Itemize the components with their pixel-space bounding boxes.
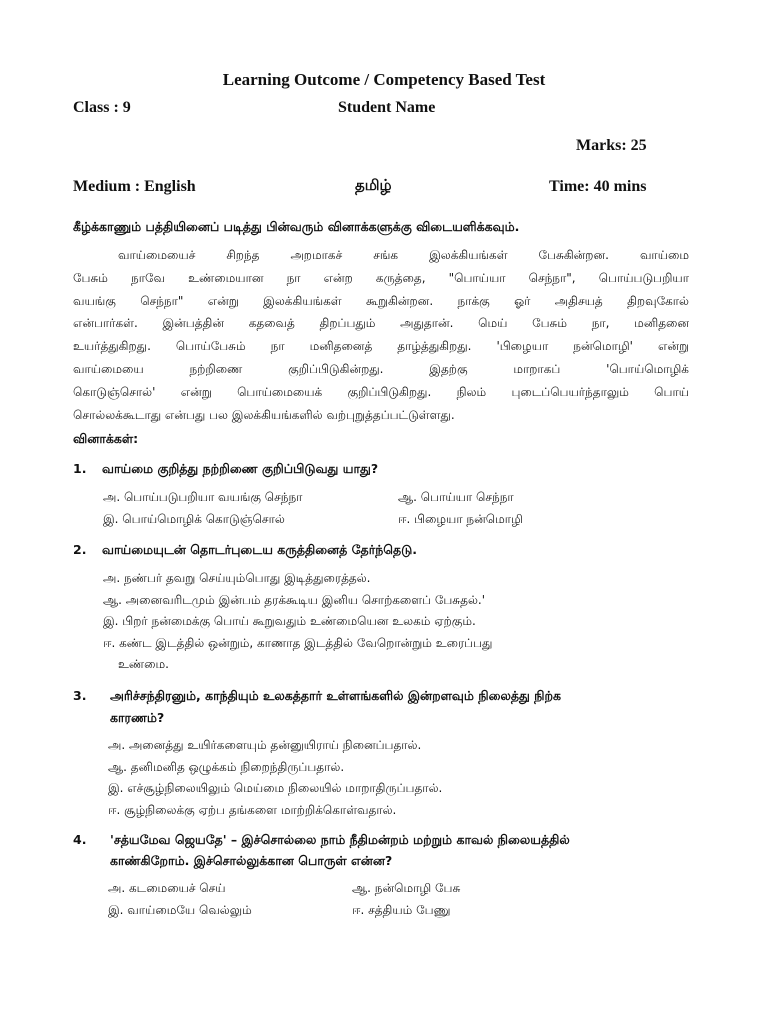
option-a: அ. நண்பர் தவறு செய்யும்பொது இடித்துரைத்தல். <box>103 571 371 585</box>
page-title: Learning Outcome / Competency Based Test <box>222 70 546 89</box>
option-i: இ. எச்சூழ்நிலையிலும் மெய்மை நிலையில் மாறாதிருப்பதால். <box>108 781 443 795</box>
passage-line: பேசும் நாவே உண்மையான நா என்ற கருத்தை, "பொய்யா செந்நா", பொய்படுபறியா <box>73 270 689 285</box>
class-label: Class : 9 <box>73 99 131 116</box>
question-text: அரிச்சந்திரனும், காந்தியும் உலகத்தார் உள்ளங்களில் இன்றளவும் நிலைத்து நிற்க <box>110 688 562 703</box>
time-label: Time: 40 mins <box>549 178 647 195</box>
option-i: இ. பிறர் நன்மைக்கு பொய் கூறுவதும் உண்மையென உலகம் ஏற்கும். <box>103 614 476 628</box>
subject-label: தமிழ் <box>355 176 392 194</box>
question-number: 4. <box>73 832 87 847</box>
question-text: வாய்மை குறித்து நற்றிணை குறிப்பிடுவது யாது? <box>102 461 379 476</box>
option-ii: ஈ. சத்தியம் பேணு <box>352 903 451 917</box>
option-aa: ஆ. நன்மொழி பேசு <box>352 881 461 895</box>
passage-line: உயர்த்துகிறது. பொய்பேசும் நா மனிதனைத் தாழ்த்துகிறது. 'பிழையா நன்மொழி' என்று <box>73 339 689 354</box>
instruction: கீழ்க்காணும் பத்தியினைப் படித்து பின்வரும் வினாக்களுக்கு விடையளிக்கவும். <box>73 219 520 234</box>
question-text: 'சத்யமேவ ஜெயதே' – இச்சொல்லை நாம் நீதிமன்றம் மற்றும் காவல் நிலையத்தில் <box>110 832 570 847</box>
option-ii: ஈ. சூழ்நிலைக்கு ஏற்ப தங்களை மாற்றிக்கொள்வதால். <box>108 803 397 817</box>
questions-heading: வினாக்கள்: <box>73 431 139 446</box>
student-name-label: Student Name <box>338 99 436 116</box>
marks-label: Marks: 25 <box>576 137 647 154</box>
option-a: அ. பொய்படுபறியா வயங்கு செந்நா <box>103 490 303 504</box>
option-i: இ. பொய்மொழிக் கொடுஞ்சொல் <box>103 512 285 526</box>
passage-line: கொடுஞ்சொல்' என்று பொய்மையைக் குறிப்பிடுகிறது. நிலம் புடைப்பெயர்ந்தாலும் பொய் <box>73 384 689 399</box>
option-aa: ஆ. தனிமனித ஒழுக்கம் நிறைந்திருப்பதால். <box>108 760 345 774</box>
passage-line: சொல்லக்கூடாது என்பது பல இலக்கியங்களில் வற்புறுத்தப்பட்டுள்ளது. <box>73 407 455 422</box>
option-a: அ. கடமையைச் செய் <box>108 881 226 895</box>
passage-line: வயங்கு செந்நா" என்று இலக்கியங்கள் கூறுகின்றன. நாக்கு ஓர் அதிசயத் திறவுகோல் <box>73 293 689 308</box>
question-number: 1. <box>73 461 87 476</box>
option-ii: ஈ. கண்ட இடத்தில் ஒன்றும், காணாத இடத்தில் வேறொன்றும் உரைப்பது <box>103 636 493 650</box>
passage-line: என்பார்கள். இன்பத்தின் கதவைத் திறப்பதும் அதுதான். மெய் பேசும் நா, மனிதனை <box>73 316 689 331</box>
question-text-continued: காரணம்? <box>110 710 165 725</box>
passage-line: வாய்மையை நற்றிணை குறிப்பிடுகின்றது. இதற்கு மாறாகப் 'பொய்மொழிக் <box>73 361 689 376</box>
passage <box>73 244 689 426</box>
question-number: 3. <box>73 688 87 703</box>
option-aa: ஆ. பொய்யா செந்நா <box>398 490 514 504</box>
passage-line: வாய்மையைச் சிறந்த அறமாகச் சங்க இலக்கியங்கள் பேசுகின்றன. வாய்மை <box>118 248 689 262</box>
question-text-continued: காண்கிறோம். இச்சொல்லுக்கான பொருள் என்ன? <box>110 853 393 868</box>
option-ii-continued: உண்மை. <box>118 657 169 671</box>
option-a: அ. அனைத்து உயிர்களையும் தன்னுயிராய் நினைப்பதால். <box>108 738 422 752</box>
medium-label: Medium : English <box>73 178 196 195</box>
option-ii: ஈ. பிழையா நன்மொழி <box>398 512 523 526</box>
question-text: வாய்மையுடன் தொடர்புடைய கருத்தினைத் தேர்ந்தெடு. <box>102 542 418 557</box>
option-i: இ. வாய்மையே வெல்லும் <box>108 903 252 917</box>
question-number: 2. <box>73 542 87 557</box>
option-aa: ஆ. அனைவரிடமும் இன்பம் தரக்கூடிய இனிய சொற்களைப் பேசுதல்.' <box>103 593 486 607</box>
